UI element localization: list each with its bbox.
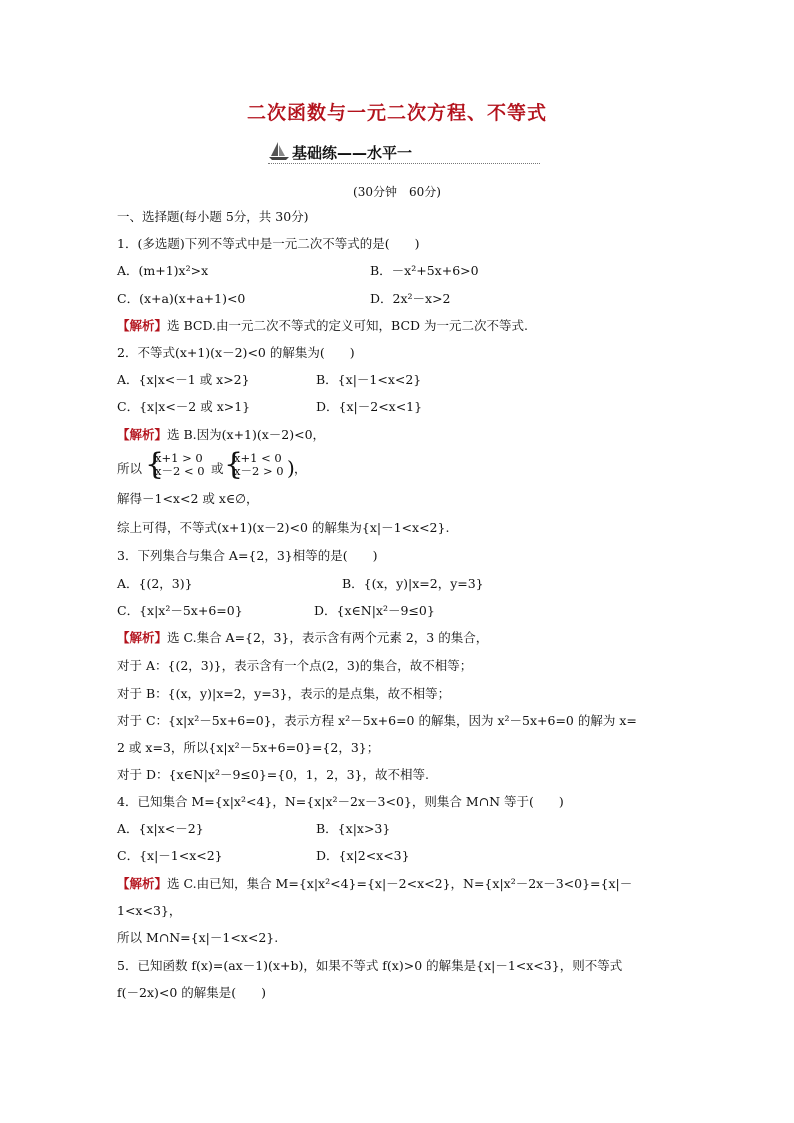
time-score: (30分钟 60分) xyxy=(353,185,441,199)
q3-option-d: D．{x∈N|x²－9≤0} xyxy=(314,603,435,618)
q4-option-a: A．{x|x<－2} xyxy=(117,821,204,836)
q4-solution-2: 1<x<3}， xyxy=(117,903,182,918)
q1-option-d: D．2x²－x>2 xyxy=(370,291,451,306)
q3-solution-6: 对于 D：{x∈N|x²－9≤0}={0，1，2，3}，故不相等. xyxy=(117,767,429,782)
q5-stem-1: 5．已知函数 f(x)=(ax－1)(x+b)，如果不等式 f(x)>0 的解集是{x|－1<x<3}，则不等式 xyxy=(117,958,623,973)
q4-option-d: D．{x|2<x<3} xyxy=(316,848,410,863)
system-row: x+1 < 0 xyxy=(234,451,282,465)
system-row: x+1 > 0 xyxy=(155,451,203,465)
q1-option-b: B．－x²+5x+6>0 xyxy=(370,263,479,278)
solution-text: 选 BCD.由一元二次不等式的定义可知，BCD 为一元二次不等式. xyxy=(167,318,528,333)
solution-tag: 【解析】 xyxy=(117,427,168,442)
inequality-system-1 xyxy=(145,447,215,482)
q4-stem: 4．已知集合 M={x|x²<4}，N={x|x²－2x－3<0}，则集合 M∩N 等于( ) xyxy=(117,794,564,809)
q3-option-a: A．{(2，3)} xyxy=(117,576,193,591)
q1-solution xyxy=(117,318,528,334)
solution-tag: 【解析】 xyxy=(117,630,168,645)
q2-stem: 2．不等式(x+1)(x－2)<0 的解集为( ) xyxy=(117,345,355,360)
q2-option-b: B．{x|－1<x<2} xyxy=(316,372,422,387)
q3-solution-5: 2 或 x=3，所以{x|x²－5x+6=0}={2，3}； xyxy=(117,740,380,755)
left-brace: { xyxy=(224,447,244,482)
q3-solution-1 xyxy=(117,630,488,646)
q3-solution-3: 对于 B：{(x，y)|x=2，y=3}，表示的是点集，故不相等； xyxy=(117,686,451,701)
q4-solution-3: 所以 M∩N={x|－1<x<2}. xyxy=(117,930,279,945)
q2-option-a: A．{x|x<－1 或 x>2} xyxy=(117,372,250,387)
q3-solution-2: 对于 A：{(2，3)}，表示含有一个点(2，3)的集合，故不相等； xyxy=(117,658,473,673)
section-label: 基础练——水平一 xyxy=(292,144,413,162)
page-title: 二次函数与一元二次方程、不等式 xyxy=(246,102,547,124)
q2-solution-2: 解得－1<x<2 或 x∈∅， xyxy=(117,491,259,506)
q2-solution-3: 综上可得，不等式(x+1)(x－2)<0 的解集为{x|－1<x<2}. xyxy=(117,520,450,535)
q3-stem: 3．下列集合与集合 A={2，3}相等的是( ) xyxy=(117,548,378,563)
q1-option-c: C．(x+a)(x+a+1)<0 xyxy=(117,291,246,306)
q5-stem-2: f(－2x)<0 的解集是( ) xyxy=(117,985,267,1000)
q3-solution-4: 对于 C：{x|x²－5x+6=0}，表示方程 x²－5x+6=0 的解集，因为 x²－5x+6=0 的解为 x= xyxy=(117,713,637,728)
q2-option-c: C．{x|x<－2 或 x>1} xyxy=(117,399,251,414)
heading-choice: 一、选择题(每小题 5分，共 30分) xyxy=(117,209,309,224)
q4-option-c: C．{x|－1<x<2} xyxy=(117,848,223,863)
right-paren: ) xyxy=(287,456,295,480)
section-header xyxy=(268,141,540,164)
solution-text: 选 C.由已知，集合 M={x|x²<4}={x|－2<x<2}，N={x|x²－2x－3<0}={x|－ xyxy=(167,876,633,891)
q1-stem: 1．(多选题)下列不等式中是一元二次不等式的是( ) xyxy=(117,236,420,251)
comma: ， xyxy=(294,461,307,476)
q2-solution-1 xyxy=(117,427,325,443)
q1-option-a: A．(m+1)x²>x xyxy=(117,263,209,278)
solution-text: 选 B.因为(x+1)(x－2)<0， xyxy=(167,427,326,442)
q2-so: 所以 xyxy=(117,461,143,476)
q4-option-b: B．{x|x>3} xyxy=(316,821,391,836)
system-row: x－2 < 0 xyxy=(155,464,205,478)
q3-option-c: C．{x|x²－5x+6=0} xyxy=(117,603,243,618)
q2-option-d: D．{x|－2<x<1} xyxy=(316,399,423,414)
solution-text: 选 C.集合 A={2，3}，表示含有两个元素 2，3 的集合， xyxy=(167,630,489,645)
or-word: 或 xyxy=(211,461,224,476)
q3-option-b: B．{(x，y)|x=2，y=3} xyxy=(342,576,484,591)
solution-tag: 【解析】 xyxy=(117,876,168,891)
inequality-system-2 xyxy=(224,447,294,482)
left-brace: { xyxy=(145,447,165,482)
system-row: x－2 > 0 xyxy=(234,464,284,478)
q4-solution-1 xyxy=(117,876,632,892)
solution-tag: 【解析】 xyxy=(117,318,168,333)
boat-icon xyxy=(268,141,290,161)
